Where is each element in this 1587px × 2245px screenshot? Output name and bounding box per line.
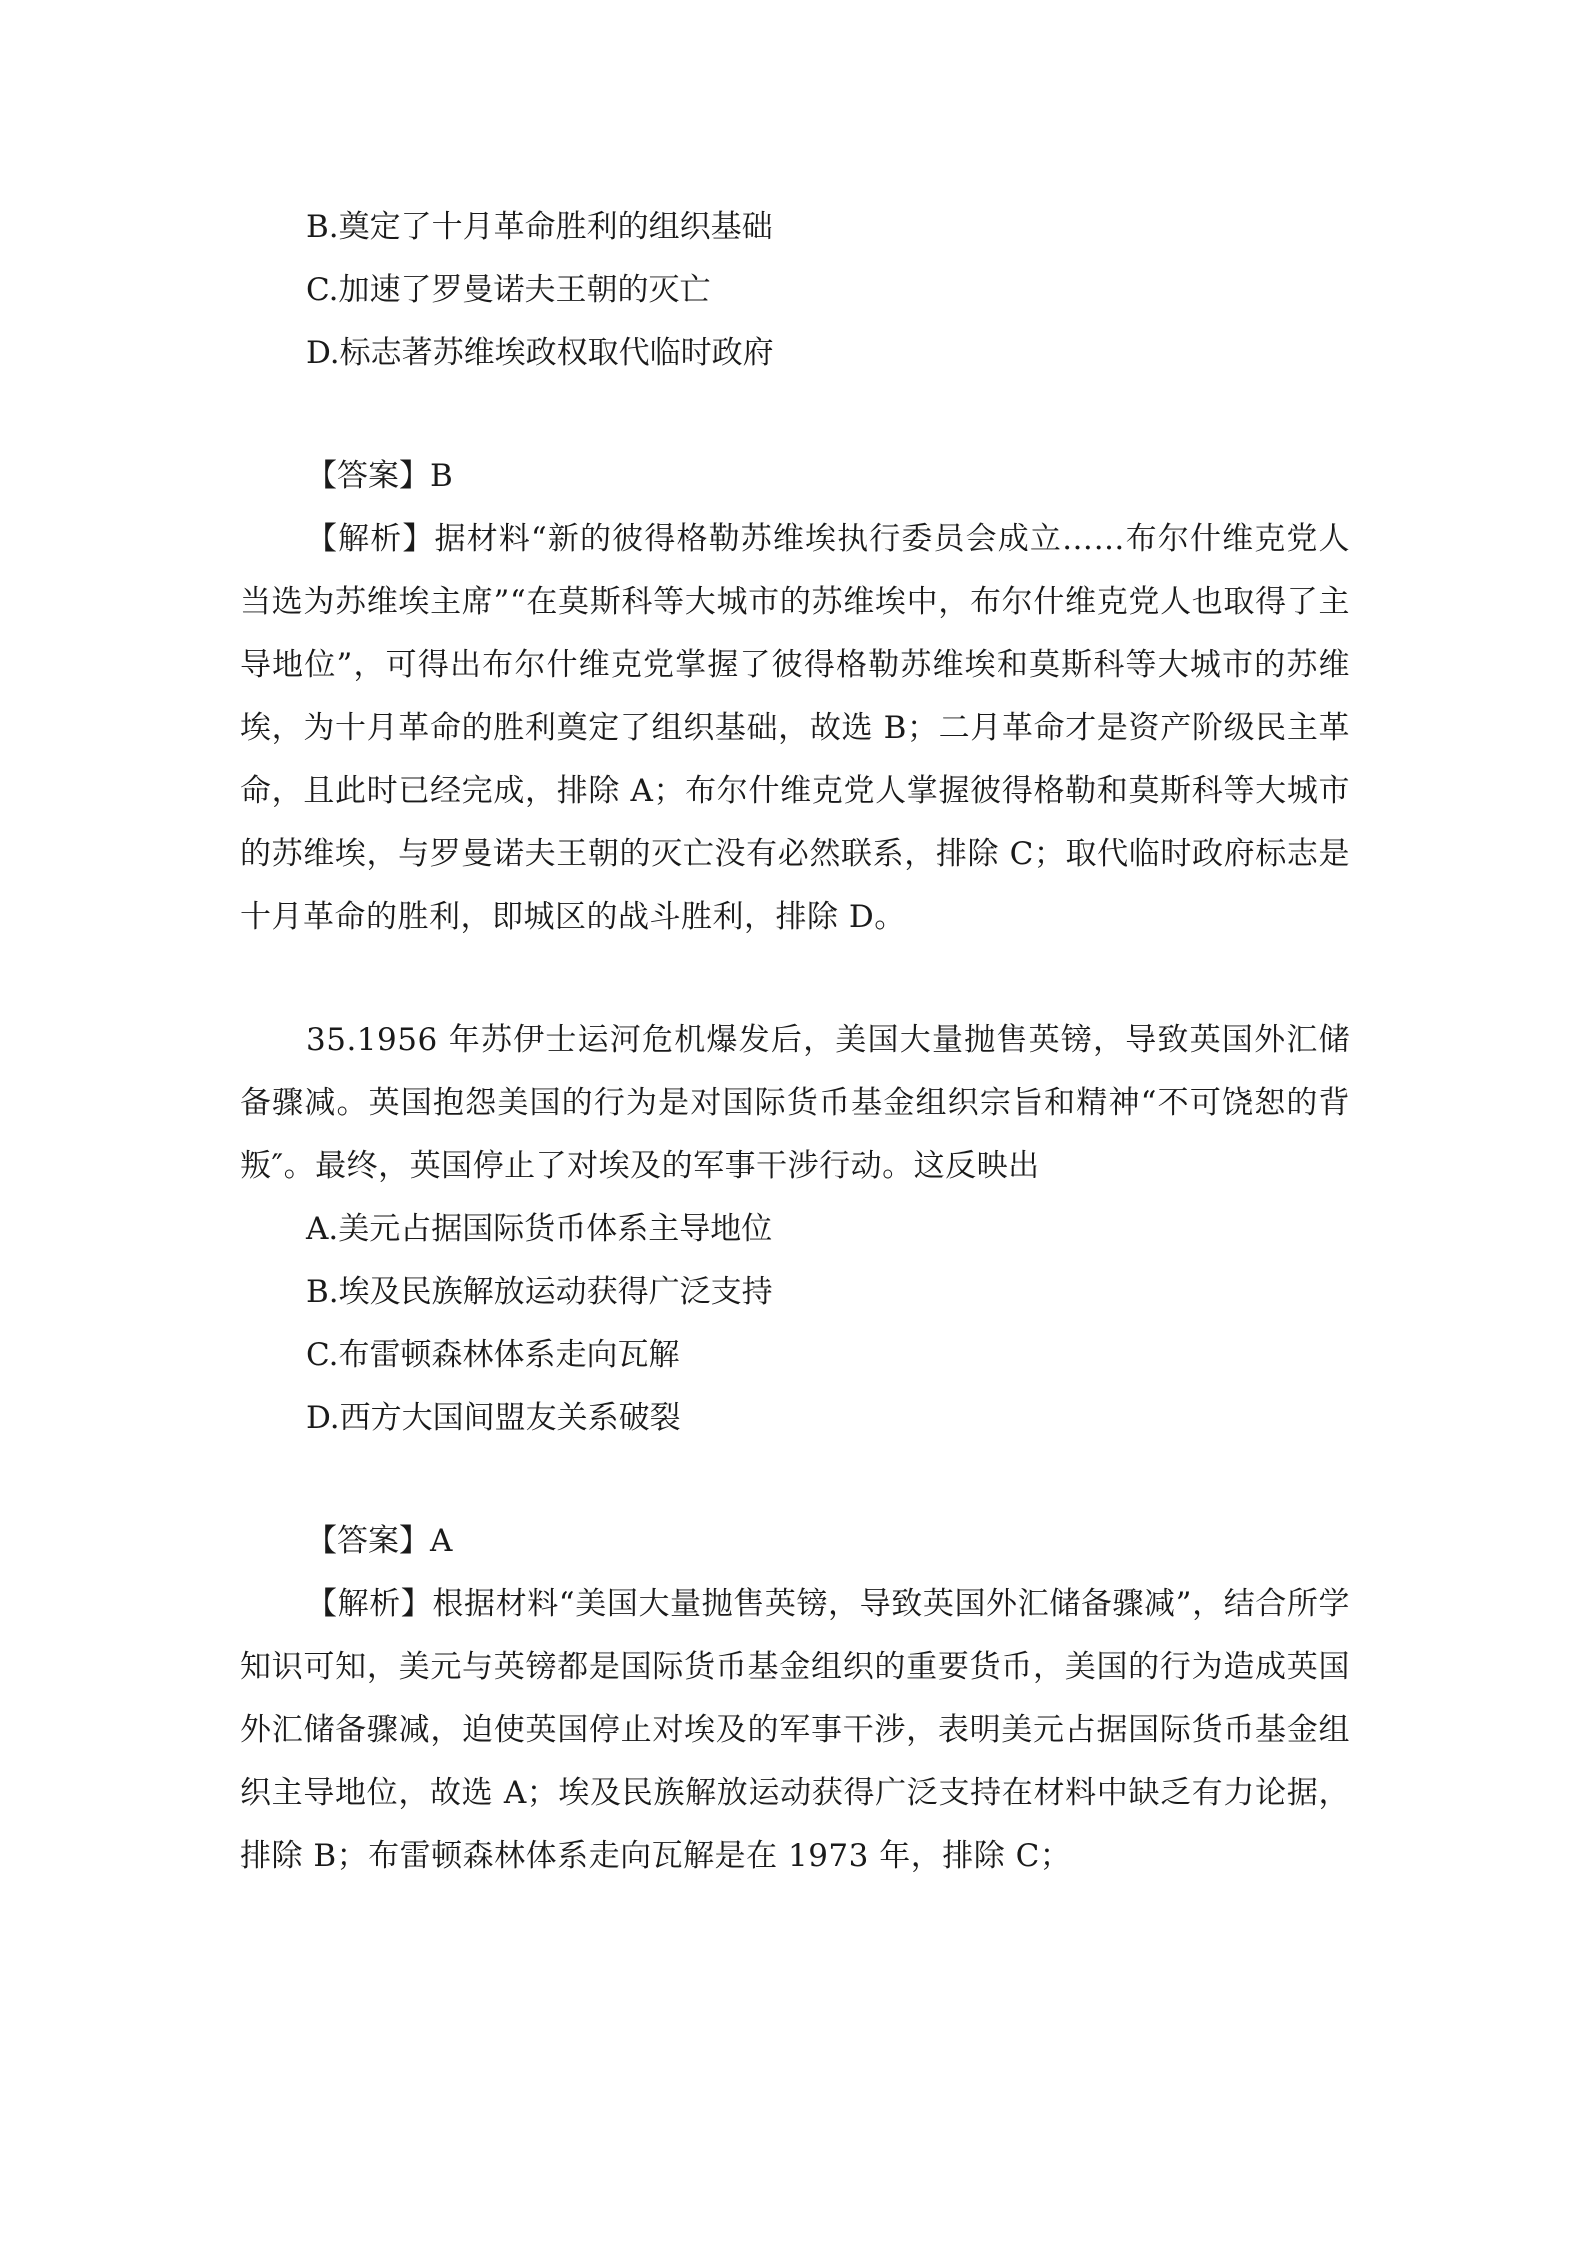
question-35-analysis: 【解析】根据材料“美国大量抛售英镑，导致英国外汇储备骤减”，结合所学知识可知，美元与英镑都是国际货币基金组织的重要货币，美国的行为造成英国外汇储备骤减，迫使英国停止对埃及的军事干涉，表明美元占据国际货币基金组织主导地位，故选 A；埃及民族解放运动获得广泛支持在材料中缺乏有力论据，排除 B；布雷顿森林体系走向瓦解是在 1973 年，排除 C；	[240, 1586, 1350, 1874]
option-a: A.美元占据国际货币体系主导地位	[306, 1211, 773, 1247]
option-d: D.标志著苏维埃政权取代临时政府	[306, 335, 774, 371]
option-b: B.埃及民族解放运动获得广泛支持	[306, 1274, 773, 1310]
question-35-options	[240, 1198, 1350, 1450]
question-34-answer: 【答案】B	[306, 458, 453, 494]
question-34-analysis: 【解析】据材料“新的彼得格勒苏维埃执行委员会成立……布尔什维克党人当选为苏维埃主席”“在莫斯科等大城市的苏维埃中，布尔什维克党人也取得了主导地位”，可得出布尔什维克党掌握了彼得格勒苏维埃和莫斯科等大城市的苏维埃，为十月革命的胜利奠定了组织基础，故选 B；二月革命才是资产阶级民主革命，且此时已经完成，排除 A；布尔什维克党人掌握彼得格勒和莫斯科等大城市的苏维埃，与罗曼诺夫王朝的灭亡没有必然联系，排除 C；取代临时政府标志是十月革命的胜利，即城区的战斗胜利，排除 D。	[240, 521, 1350, 935]
document-page	[240, 196, 1350, 1888]
option-b: B.奠定了十月革命胜利的组织基础	[306, 209, 773, 245]
option-c: C.加速了罗曼诺夫王朝的灭亡	[306, 272, 711, 308]
question-35-answer: 【答案】A	[306, 1523, 453, 1559]
option-c: C.布雷顿森林体系走向瓦解	[306, 1337, 680, 1373]
question-35-stem: 35.1956 年苏伊士运河危机爆发后，美国大量抛售英镑，导致英国外汇储备骤减。英国抱怨美国的行为是对国际货币基金组织宗旨和精神“不可饶恕的背叛″。最终，英国停止了对埃及的军事干涉行动。这反映出	[240, 1022, 1350, 1184]
option-d: D.西方大国间盟友关系破裂	[306, 1400, 681, 1436]
question-34-options	[240, 196, 1350, 385]
